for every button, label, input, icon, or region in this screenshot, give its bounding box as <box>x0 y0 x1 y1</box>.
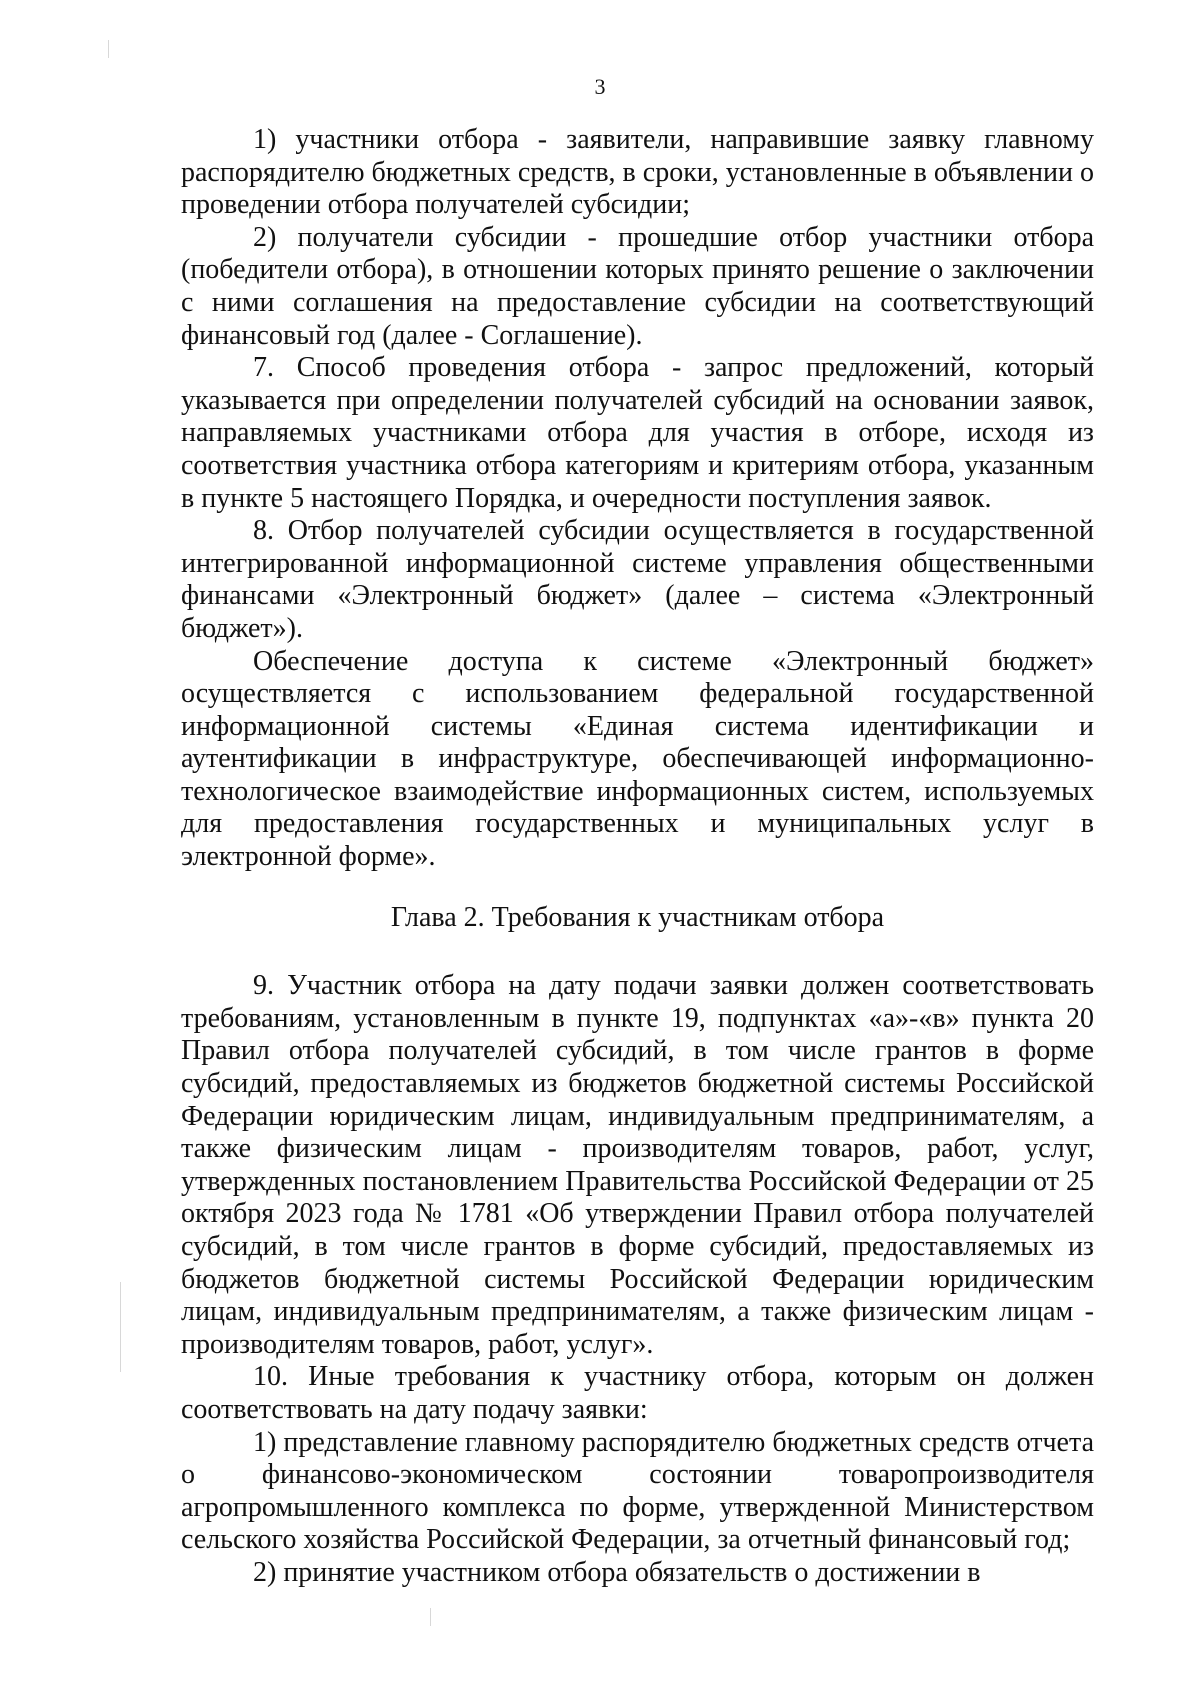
scan-edge-mark-top <box>108 40 109 58</box>
scan-edge-mark-bottom <box>430 1608 431 1626</box>
chapter-heading: Глава 2. Требования к участникам отбора <box>390 901 885 933</box>
scan-edge-mark-middle <box>120 1282 121 1372</box>
document-body <box>181 124 1094 1590</box>
paragraph-item-7: 7. Способ проведения отбора - запрос предложений, который указывается при определении получателей субсидий на основании заявок, направляемых участниками отбора для участия в отборе, исходя из соответствия участника отбора категориям и критериям отбора, указанным в пункте 5 настоящего Порядка, и очередности поступления заявок. <box>181 352 1094 514</box>
paragraph-system-access: Обеспечение доступа к системе «Электронный бюджет» осуществляется с использованием федеральной государственной информационной системы «Единая система идентификации и аутентификации в инфраструктуре, обеспечивающей информационно-технологическое взаимодействие информационных систем, используемых для предоставления государственных и муниципальных услуг в электронной форме». <box>181 645 1094 873</box>
paragraph-item-9: 9. Участник отбора на дату подачи заявки должен соответствовать требованиям, установленным в пункте 19, подпунктах «а»-«в» пункта 20 Правил отбора получателей субсидий, в том числе грантов в форме субсидий, предоставляемых из бюджетов бюджетной системы Российской Федерации юридическим лицам, индивидуальным предпринимателям, а также физическим лицам - производителям товаров, работ, услуг, утвержденных постановлением Правительства Российской Федерации от 25 октября 2023 года № 1781 «Об утверждении Правил отбора получателей субсидий, в том числе грантов в форме субсидий, предоставляемых из бюджетов бюджетной системы Российской Федерации юридическим лицам, индивидуальным предпринимателям, а также физическим лицам - производителям товаров, работ, услуг». <box>181 970 1094 1360</box>
paragraph-requirement-2: 2) принятие участником отбора обязательств о достижении в <box>253 1556 981 1588</box>
paragraph-item-8: 8. Отбор получателей субсидии осуществляется в государственной интегрированной информационной системе управления общественными финансами «Электронный бюджет» (далее – система «Электронный бюджет»). <box>181 515 1094 644</box>
paragraph-item-10: 10. Иные требования к участнику отбора, которым он должен соответствовать на дату подачу заявки: <box>181 1361 1094 1425</box>
paragraph-requirement-1: 1) представление главному распорядителю бюджетных средств отчета о финансово-экономическом состоянии товаропроизводителя агропромышленного комплекса по форме, утвержденной Министерством сельского хозяйства Российской Федерации, за отчетный финансовый год; <box>181 1426 1094 1556</box>
paragraph-recipients-definition: 2) получатели субсидии - прошедшие отбор участники отбора (победители отбора), в отношении которых принято решение о заключении с ними соглашения на предоставление субсидии на соответствующий финансовый год (далее - Соглашение). <box>181 221 1094 351</box>
page-number: 3 <box>594 74 606 99</box>
paragraph-participants-definition: 1) участники отбора - заявители, направившие заявку главному распорядителю бюджетных средств, в сроки, установленные в объявлении о проведении отбора получателей субсидии; <box>181 124 1094 221</box>
